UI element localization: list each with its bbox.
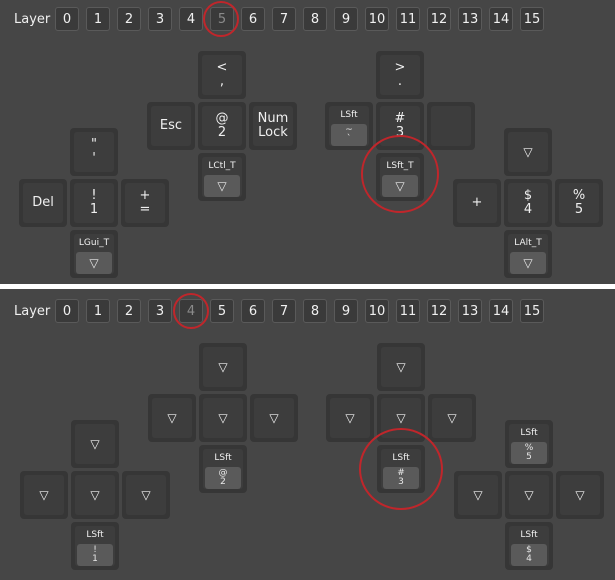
key-cap	[253, 106, 293, 146]
layer-button-11[interactable]: 11	[396, 7, 420, 31]
layer-label: Layer	[14, 304, 51, 319]
key-transparent[interactable]	[199, 343, 247, 391]
key-shift-legend: %	[572, 188, 586, 203]
key-legend: Esc	[159, 118, 183, 133]
key-legend: +	[471, 195, 483, 210]
transparent-icon: ▽	[396, 411, 406, 425]
key-cap	[74, 183, 114, 223]
key-legend: .	[397, 74, 403, 89]
key-lsft-2[interactable]	[199, 445, 247, 493]
key-cap	[202, 106, 242, 146]
key-transparent[interactable]	[71, 471, 119, 519]
transparent-icon: ▽	[473, 488, 483, 502]
highlight-ring-layer	[173, 293, 209, 329]
key-legend: 1	[89, 202, 99, 217]
key-esc[interactable]	[147, 102, 195, 150]
key-inner-transparent	[510, 252, 546, 274]
key-cap	[152, 398, 192, 438]
key-lsft-1[interactable]	[71, 522, 119, 570]
key-cap	[560, 475, 600, 515]
keymap-panel-bottom	[0, 289, 615, 580]
key-cap	[509, 475, 549, 515]
key-shift-legend: #	[394, 111, 406, 126]
key-cap	[458, 475, 498, 515]
layer-button-0[interactable]: 0	[55, 299, 79, 323]
transparent-icon: ▽	[523, 145, 533, 159]
key-lsft-tilde[interactable]	[325, 102, 373, 150]
key-legend: 3	[398, 477, 404, 487]
layer-button-1[interactable]: 1	[86, 7, 110, 31]
key-cap	[202, 157, 242, 197]
key-shift-legend: @	[215, 111, 229, 126]
key-legend: 2	[217, 125, 227, 140]
key-legend: 4	[526, 554, 532, 564]
layer-button-10[interactable]: 10	[365, 7, 389, 31]
key-inner-legend	[77, 544, 113, 566]
key-cap	[75, 475, 115, 515]
layer-button-2[interactable]: 2	[117, 299, 141, 323]
key-cap	[203, 398, 243, 438]
key-transparent[interactable]	[148, 394, 196, 442]
key-blank[interactable]	[427, 102, 475, 150]
key-shift-legend: $	[523, 188, 533, 203]
key-transparent[interactable]	[20, 471, 68, 519]
key-legend: '	[92, 151, 96, 166]
key-modtap-label: LCtl_T	[208, 161, 236, 171]
key-greater-than[interactable]	[376, 51, 424, 99]
highlight-ring-key	[361, 135, 439, 213]
key-modifier-label: LSft	[520, 530, 538, 540]
key-modifier-label: LSft	[214, 453, 232, 463]
key-inner-legend	[205, 467, 241, 489]
layer-button-3[interactable]: 3	[148, 299, 172, 323]
layer-button-12[interactable]: 12	[427, 299, 451, 323]
key-cap	[203, 347, 243, 387]
key-cap	[330, 398, 370, 438]
transparent-icon: ▽	[89, 255, 99, 270]
key-legend: 5	[526, 452, 532, 462]
key-plus[interactable]	[453, 179, 501, 227]
key-cap	[125, 183, 165, 223]
key-transparent[interactable]	[428, 394, 476, 442]
key-legend-line1: Num	[257, 111, 289, 126]
transparent-icon: ▽	[345, 411, 355, 425]
transparent-icon: ▽	[269, 411, 279, 425]
layer-button-11[interactable]: 11	[396, 299, 420, 323]
key-shift-legend: "	[91, 137, 97, 152]
key-shift-legend: %	[524, 443, 534, 453]
key-shift-legend: $	[526, 545, 532, 555]
key-legend-line2: Lock	[258, 125, 288, 140]
key-quote[interactable]	[70, 128, 118, 176]
key-cap	[74, 234, 114, 274]
layer-button-4[interactable]: 4	[179, 7, 203, 31]
layer-button-5-active[interactable]: 5	[210, 7, 234, 31]
keymap-panel-top	[0, 0, 615, 284]
key-shift-legend: >	[394, 60, 406, 75]
key-shift-legend: @	[218, 468, 228, 478]
key-cap	[508, 132, 548, 172]
layer-button-1[interactable]: 1	[86, 299, 110, 323]
key-transparent[interactable]	[250, 394, 298, 442]
transparent-icon: ▽	[524, 488, 534, 502]
key-cap	[509, 424, 549, 464]
layer-button-7[interactable]: 7	[272, 299, 296, 323]
key-modifier-label: LSft	[86, 530, 104, 540]
key-transparent[interactable]	[326, 394, 374, 442]
transparent-icon: ▽	[218, 411, 228, 425]
key-lgui-t[interactable]	[70, 230, 118, 278]
key-transparent[interactable]	[377, 343, 425, 391]
key-transparent[interactable]	[505, 471, 553, 519]
key-inner-transparent	[76, 252, 112, 274]
layer-button-2[interactable]: 2	[117, 7, 141, 31]
key-shift-legend: ~	[345, 125, 353, 135]
key-cap	[380, 55, 420, 95]
key-dollar-4[interactable]	[504, 179, 552, 227]
key-cap	[24, 475, 64, 515]
key-shift-legend: !	[91, 188, 97, 203]
key-num-lock[interactable]	[249, 102, 297, 150]
key-inner-legend	[511, 544, 547, 566]
key-modifier-label: LSft	[392, 453, 410, 463]
key-legend: Del	[32, 195, 54, 210]
key-cap	[23, 183, 63, 223]
transparent-icon: ▽	[39, 488, 49, 502]
layer-button-3[interactable]: 3	[148, 7, 172, 31]
transparent-icon: ▽	[217, 178, 227, 193]
key-transparent[interactable]	[454, 471, 502, 519]
key-cap	[559, 183, 599, 223]
transparent-icon: ▽	[90, 488, 100, 502]
key-legend: 5	[574, 202, 584, 217]
key-shift-legend: +	[139, 188, 151, 203]
layer-button-8[interactable]: 8	[303, 7, 327, 31]
key-modtap-label: LAlt_T	[514, 238, 542, 248]
layer-button-15[interactable]: 15	[520, 299, 544, 323]
transparent-icon: ▽	[167, 411, 177, 425]
key-cap	[75, 526, 115, 566]
key-modifier-label: LSft	[340, 110, 358, 120]
key-modtap-label: LGui_T	[78, 238, 110, 248]
key-lsft-4[interactable]	[505, 522, 553, 570]
key-cap	[151, 106, 191, 146]
layer-button-10[interactable]: 10	[365, 299, 389, 323]
key-lalt-t[interactable]	[504, 230, 552, 278]
layer-button-13[interactable]: 13	[458, 299, 482, 323]
layer-button-0[interactable]: 0	[55, 7, 79, 31]
key-cap	[432, 398, 472, 438]
key-legend: `	[346, 134, 352, 144]
key-transparent[interactable]	[504, 128, 552, 176]
key-inner-transparent	[204, 175, 240, 197]
key-shift-legend: #	[397, 468, 405, 478]
layer-button-6[interactable]: 6	[241, 7, 265, 31]
transparent-icon: ▽	[90, 437, 100, 451]
key-cap	[74, 132, 114, 172]
key-cap	[254, 398, 294, 438]
layer-label: Layer	[14, 12, 51, 27]
key-cap	[508, 234, 548, 274]
layer-button-14[interactable]: 14	[489, 299, 513, 323]
key-cap	[126, 475, 166, 515]
transparent-icon: ▽	[447, 411, 457, 425]
layer-button-4-active[interactable]: 4	[179, 299, 203, 323]
key-transparent[interactable]	[199, 394, 247, 442]
key-legend: 2	[220, 477, 226, 487]
key-cap	[329, 106, 369, 146]
transparent-icon: ▽	[395, 178, 405, 193]
key-cap	[202, 55, 242, 95]
key-transparent[interactable]	[122, 471, 170, 519]
key-modifier-label: LSft	[520, 428, 538, 438]
layer-button-5[interactable]: 5	[210, 299, 234, 323]
key-lsft-5[interactable]	[505, 420, 553, 468]
key-transparent[interactable]	[556, 471, 604, 519]
key-cap	[431, 106, 471, 146]
key-excl-1[interactable]	[70, 179, 118, 227]
highlight-ring-layer	[203, 1, 239, 37]
key-less-than[interactable]	[198, 51, 246, 99]
key-percent-5[interactable]	[555, 179, 603, 227]
key-modtap-label: LSft_T	[386, 161, 414, 171]
key-plus-equal[interactable]	[121, 179, 169, 227]
key-inner-legend	[331, 124, 367, 146]
layer-button-6[interactable]: 6	[241, 299, 265, 323]
layer-button-13[interactable]: 13	[458, 7, 482, 31]
layer-button-9[interactable]: 9	[334, 299, 358, 323]
key-cap	[457, 183, 497, 223]
key-shift-legend: !	[93, 545, 97, 555]
transparent-icon: ▽	[575, 488, 585, 502]
layer-button-7[interactable]: 7	[272, 7, 296, 31]
key-cap	[203, 449, 243, 489]
key-lctl-t[interactable]	[198, 153, 246, 201]
key-transparent[interactable]	[71, 420, 119, 468]
key-legend: 1	[92, 554, 98, 564]
layer-button-8[interactable]: 8	[303, 299, 327, 323]
key-cap	[381, 347, 421, 387]
key-legend: 4	[523, 202, 533, 217]
key-cap	[509, 526, 549, 566]
key-at-2[interactable]	[198, 102, 246, 150]
key-legend: ,	[219, 74, 225, 89]
key-inner-legend	[511, 442, 547, 464]
key-del[interactable]	[19, 179, 67, 227]
layer-button-12[interactable]: 12	[427, 7, 451, 31]
transparent-icon: ▽	[396, 360, 406, 374]
key-cap	[75, 424, 115, 464]
transparent-icon: ▽	[523, 255, 533, 270]
key-cap	[508, 183, 548, 223]
layer-button-15[interactable]: 15	[520, 7, 544, 31]
transparent-icon: ▽	[141, 488, 151, 502]
key-shift-legend: <	[216, 60, 228, 75]
layer-button-14[interactable]: 14	[489, 7, 513, 31]
key-legend: 3	[395, 125, 405, 140]
key-legend: =	[139, 202, 151, 217]
transparent-icon: ▽	[218, 360, 228, 374]
highlight-ring-key	[359, 428, 443, 510]
layer-button-9[interactable]: 9	[334, 7, 358, 31]
